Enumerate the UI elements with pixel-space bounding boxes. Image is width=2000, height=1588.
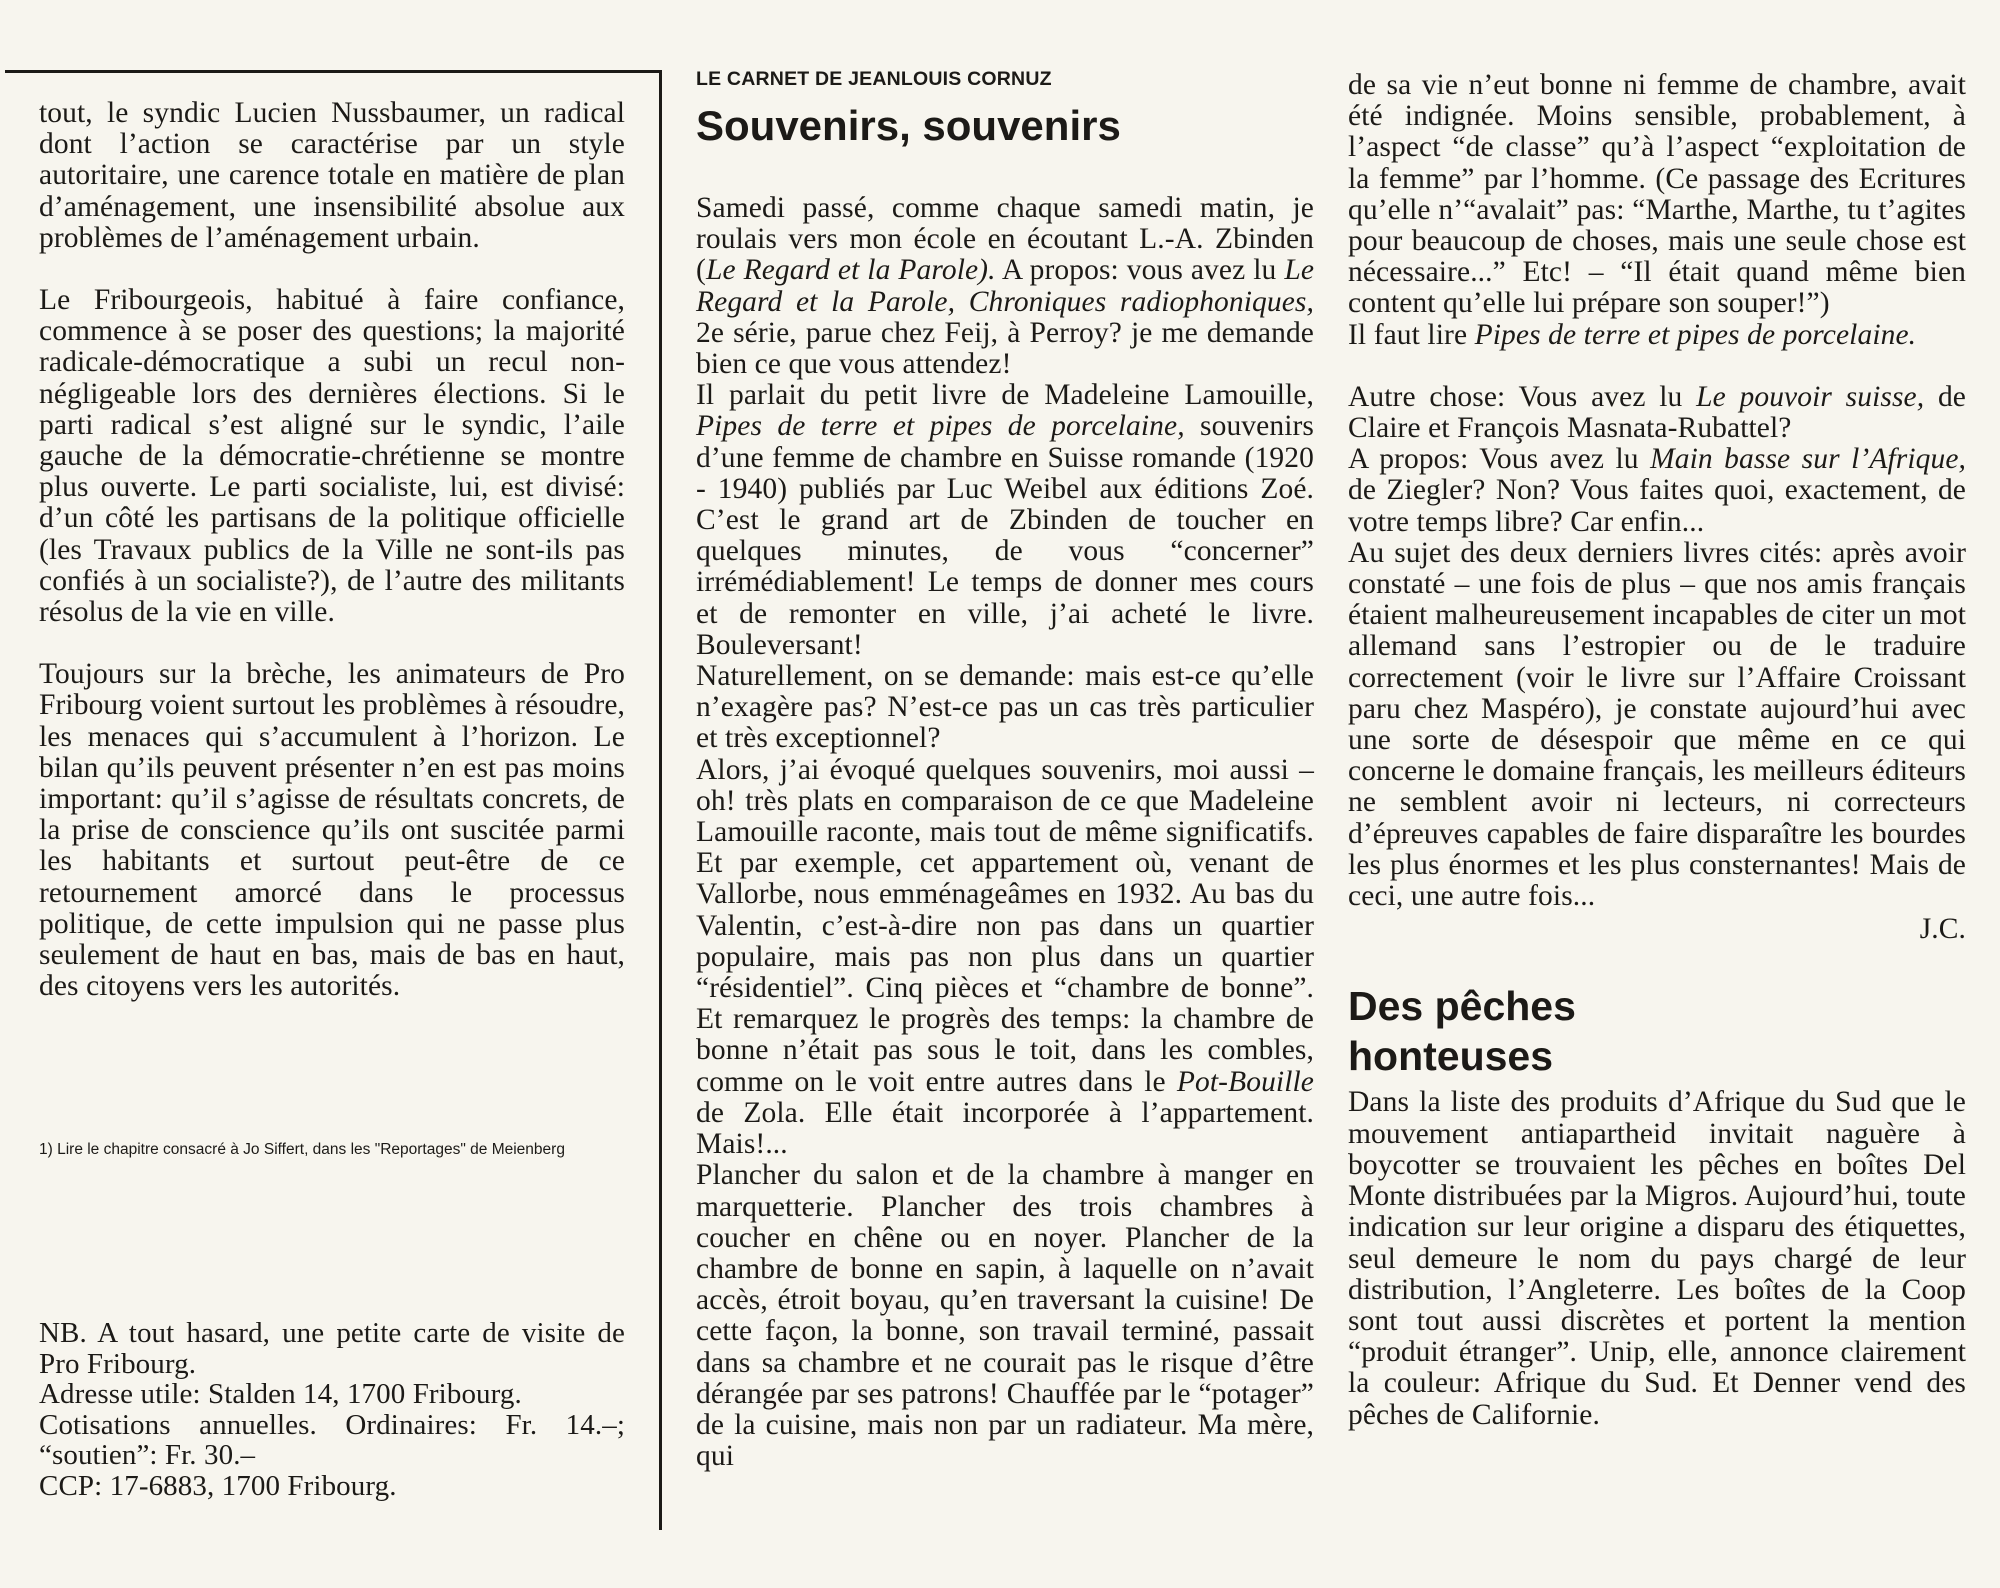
nb-line: NB. A tout hasard, une petite carte de visite de Pro Fribourg.: [39, 1317, 625, 1380]
right-paragraph-6: Dans la liste des produits d’Afrique du Sud que le mouvement antiapartheid invitait naguère à boycotter se trouvaient les pêches en boîtes Del Monte distribuées par la Migros. Aujourd’hui, toute indication sur leur origine a disparu des étiquettes, seul demeure le nom du pays chargé de leur distribution, l’Angleterre. Les boîtes de la Coop sont tout aussi discrètes et portent la mention “produit étranger”. Unip, elle, annonce clairement la couleur: Afrique du Sud. Et Denner vend des pêches de Californie.: [1348, 1086, 1966, 1431]
footnote: 1) Lire le chapitre consacré à Jo Siffert, dans les "Reportages" de Meienberg: [39, 1141, 565, 1158]
middle-paragraph-2: Il parlait du petit livre de Madeleine Lamouille, Pipes de terre et pipes de porcelaine, souvenirs d’une femme de chambre en Suisse romande (1920 - 1940) publiés par Luc Weibel aux éditions Zoé. C’est le grand art de Zbinden de toucher en quelques minutes, de vous “concerner” irrémédiablement! Le temps de donner mes cours et de remonter en ville, j’ai acheté le livre. Bouleversant!: [696, 379, 1314, 661]
nb-line: Cotisations annuelles. Ordinaires: Fr. 14.–; “soutien”: Fr. 30.–: [39, 1408, 625, 1472]
second-article-title: Des pêches honteuses: [1348, 983, 1576, 1080]
left-paragraph-3: Toujours sur la brèche, les animateurs de Pro Fribourg voient surtout les problèmes à résoudre, les menaces qui s’accumulent à l’horizon. Le bilan qu’ils peuvent présenter n’en est pas moins important: qu’il s’agisse de résultats concrets, de la prise de conscience qu’ils ont suscitée parmi les habitants et surtout peut-être de ce retournement amorcé dans le processus politique, de cette impulsion qui ne passe plus seulement de haut en bas, mais de bas en haut, des citoyens vers les autorités.: [39, 658, 625, 1003]
nb-contact-block: [39, 1318, 625, 1502]
nb-line: Adresse utile: Stalden 14, 1700 Fribourg.: [39, 1378, 522, 1411]
left-article-body: [39, 98, 625, 1002]
middle-paragraph-3: Naturellement, on se demande: mais est-ce qu’elle n’exagère pas? N’est-ce pas un cas très particulier et très exceptionnel?: [696, 660, 1314, 755]
middle-paragraph-5: Plancher du salon et de la chambre à manger en marquetterie. Plancher des trois chambres à coucher en chêne ou en noyer. Plancher de la chambre de bonne en sapin, à laquelle on n’avait accès, étroit boyau, qu’en traversant la cuisine! De cette façon, la bonne, son travail terminé, passait dans sa chambre et ne courait pas le risque d’être dérangée par ses patrons! Chauffée par le “potager” de la cuisine, mais non par un radiateur. Ma mère, qui: [696, 1159, 1314, 1473]
column-kicker: LE CARNET DE JEANLOUIS CORNUZ: [696, 68, 1052, 90]
left-paragraph-2: Le Fribourgeois, habitué à faire confiance, commence à se poser des questions; la majorité radicale-démocratique a subi un recul non-négligeable lors des dernières élections. Si le parti radical s’est aligné sur le syndic, l’aile gauche de la démocratie-chrétienne se montre plus ouverte. Le parti socialiste, lui, est divisé: d’un côté les partisans de la politique officielle (les Travaux publics de la Ville ne sont-ils pas confiés à un socialiste?), de l’autre des militants résolus de la vie en ville.: [39, 284, 625, 629]
right-paragraph-1: de sa vie n’eut bonne ni femme de chambre, avait été indignée. Moins sensible, probablement, à l’aspect “de classe” qu’à l’aspect “exploitation de la femme” par l’homme. (Ce passage des Ecritures qu’elle n’“avalait” pas: “Marthe, Marthe, tu t’agites pour beaucoup de choses, mais une seule chose est nécessaire...” Etc! – “Il était quand même bien content qu’elle lui prépare son souper!”): [1348, 69, 1966, 320]
middle-article-body: [696, 193, 1314, 1472]
nb-line: CCP: 17-6883, 1700 Fribourg.: [39, 1469, 397, 1502]
right-paragraph-2: Il faut lire Pipes de terre et pipes de porcelaine.: [1348, 318, 1917, 351]
middle-paragraph-1: Samedi passé, comme chaque samedi matin, je roulais vers mon école en écoutant L.-A. Zbinden (Le Regard et la Parole). A propos: vous avez lu Le Regard et la Parole, Chroniques radiophoniques, 2e série, parue chez Feij, à Perroy? je me demande bien ce que vous attendez!: [696, 192, 1315, 381]
left-column: [5, 0, 665, 1532]
right-paragraph-3: Autre chose: Vous avez lu Le pouvoir suisse, de Claire et François Masnata-Rubattel?: [1348, 380, 1966, 445]
middle-paragraph-4: Alors, j’ai évoqué quelques souvenirs, moi aussi – oh! très plats en comparaison de ce que Madeleine Lamouille raconte, mais tout de même significatifs. Et par exemple, cet appartement où, venant de Vallorbe, nous emménageâmes en 1932. Au bas du Valentin, c’est-à-dire non pas dans un quartier populaire, mais pas non plus dans un quartier “résidentiel”. Cinq pièces et “chambre de bonne”. Et remarquez le progrès des temps: la chambre de bonne n’était pas sous le toit, dans les combles, comme on le voit entre autres dans le Pot-Bouille de Zola. Elle était incorporée à l’appartement. Mais!...: [696, 753, 1314, 1161]
left-paragraph-1: tout, le syndic Lucien Nussbaumer, un radical dont l’action se caractérise par un style autoritaire, une carence totale en matière de plan d’aménagement, une insensibilité absolue aux problèmes de l’aménagement urbain.: [39, 97, 625, 254]
right-article-body: [1348, 70, 1966, 1431]
article-title: Souvenirs, souvenirs: [696, 102, 1121, 149]
right-paragraph-4: A propos: Vous avez lu Main basse sur l’Afrique, de Ziegler? Non? Vous faites quoi, exactement, de votre temps libre? Car enfin...: [1348, 443, 1966, 538]
author-signature: J.C.: [1919, 913, 1966, 946]
right-paragraph-5: Au sujet des deux derniers livres cités: après avoir constaté – une fois de plus – que nos amis français étaient malheureusement incapables de citer un mot allemand sans l’estropier ou de le traduire correctement (voir le livre sur l’Affaire Croissant paru chez Maspéro), je constate aujourd’hui avec une sorte de désespoir que même en ce qui concerne le domaine français, les meilleurs éditeurs ne semblent avoir ni lecteurs, ni correcteurs d’épreuves capables de faire disparaître les bourdes les plus énormes et les plus consternantes! Mais de ceci, une autre fois...: [1348, 536, 1966, 913]
